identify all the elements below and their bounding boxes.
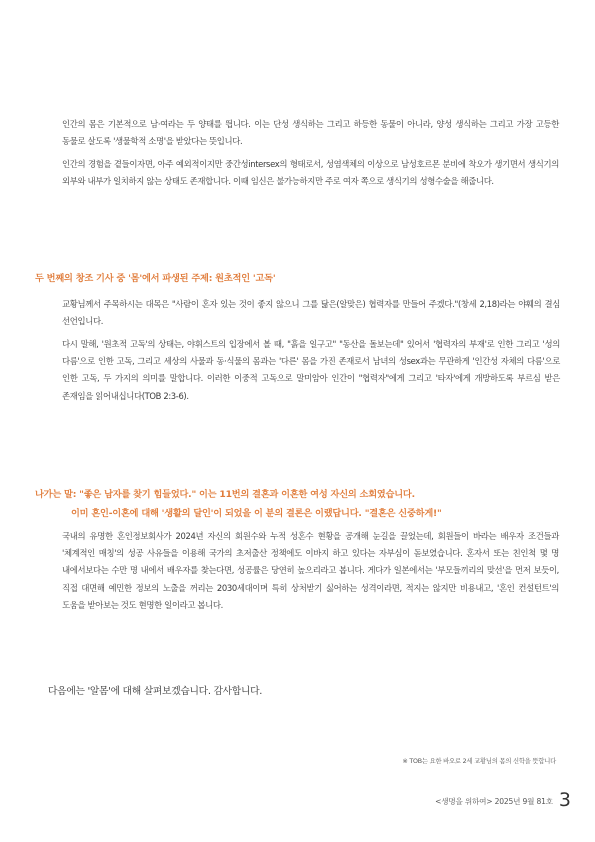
closing-remark: 다음에는 '알몸'에 대해 살펴보겠습니다. 감사합니다.	[48, 686, 263, 697]
publication-title: <생명을 위하여> 2025년 9월 81호	[435, 797, 553, 806]
body-paragraph: 다시 말해, '원초적 고독'의 상태는, 야휘스트의 입장에서 볼 때, "흙을 일구고" "동산을 돌보는데" 있어서 '협력자의 부재'로 인한 그리고 '성의 다름'으로 인한 고독, 그리고 세상의 사물과 동·식물의 몸과는 '다른' 몸을 가진 존재로서 남녀의 성sex과는 무관하게 '인간성 자체의 다름'으로 인한 고독, 두 가지의 의미를 말합니다. 이러한 이중적 고독으로 말미암아 인간이 "협력자"에게 그리고 '타자'에게 개방하도록 부르심 받은 존재임을 읽어내십니다(TOB 2:3-6).	[62, 339, 560, 401]
section-heading: 두 번째의 창조 기사 중 '몸'에서 파생된 주제: 원초적인 '고독'	[35, 273, 276, 284]
page-footer	[435, 790, 571, 810]
footnote: ※ TOB는 요한 바오로 2세 교황님의 몸의 신학을 뜻합니다	[402, 758, 556, 765]
body-paragraph: 국내의 유명한 혼인정보회사가 2024년 자신의 회원수와 누적 성혼수 현황을 공개해 눈길을 끌었는데, 회원들이 바라는 배우자 조건들과 '체계적인 매칭'의 성공 사유들을 이용해 국가의 초저출산 정책에도 이바지 하고 있다는 자부심이 돋보였습니다. 혼자서 또는 친인척 몇 명 내에서보다는 수만 명 내에서 배우자를 찾는다면, 성공률은 당연히 높으리라고 봅니다. 게다가 일본에서는 '부모들끼리의 맞선'을 먼저 보듯이, 직접 대면해 예민한 정보의 노출을 꺼리는 2030세대이며 특히 상처받기 싫어하는 성격이라면, 적지는 않지만 비용내고, '혼인 컨설턴트'의 도움을 받아보는 것도 현명한 일이라고 봅니다.	[62, 531, 559, 610]
body-paragraph: 교황님께서 주목하시는 대목은 "사람이 혼자 있는 것이 좋지 않으니 그를 닮은(알맞은) 협력자를 만들어 주겠다."(창세 2,18)라는 야훼의 결심 선언입니다.	[62, 299, 560, 327]
body-paragraph: 인간의 경험을 곁들이자면, 아주 예외적이지만 중간성intersex의 형태로서, 성염색체의 이상으로 남성호르몬 분비에 착오가 생기면서 생식기의 외부와 내부가 일치하지 않는 상태도 존재합니다. 이때 임신은 불가능하지만 주로 여자 쪽으로 생식기의 성형수술을 해줍니다.	[62, 159, 559, 187]
section-heading-continued: 이미 혼인-이혼에 대해 '생활의 달인'이 되었을 이 분의 결론은 이랬답니다. "결혼은 신중하게!"	[71, 508, 442, 519]
section-heading: 나가는 말: "좋은 남자를 찾기 힘들었다." 이는 11번의 결혼과 이혼한 여성 자신의 소회였습니다.	[35, 489, 415, 500]
body-paragraph: 인간의 몸은 기본적으로 남·여라는 두 양태를 띕니다. 이는 단성 생식하는 그리고 하등한 동물이 아니라, 양성 생식하는 그리고 가장 고등한 동물로 살도록 '생물학적 소명'을 받았다는 뜻입니다.	[62, 119, 559, 147]
page-number: 3	[558, 789, 571, 811]
